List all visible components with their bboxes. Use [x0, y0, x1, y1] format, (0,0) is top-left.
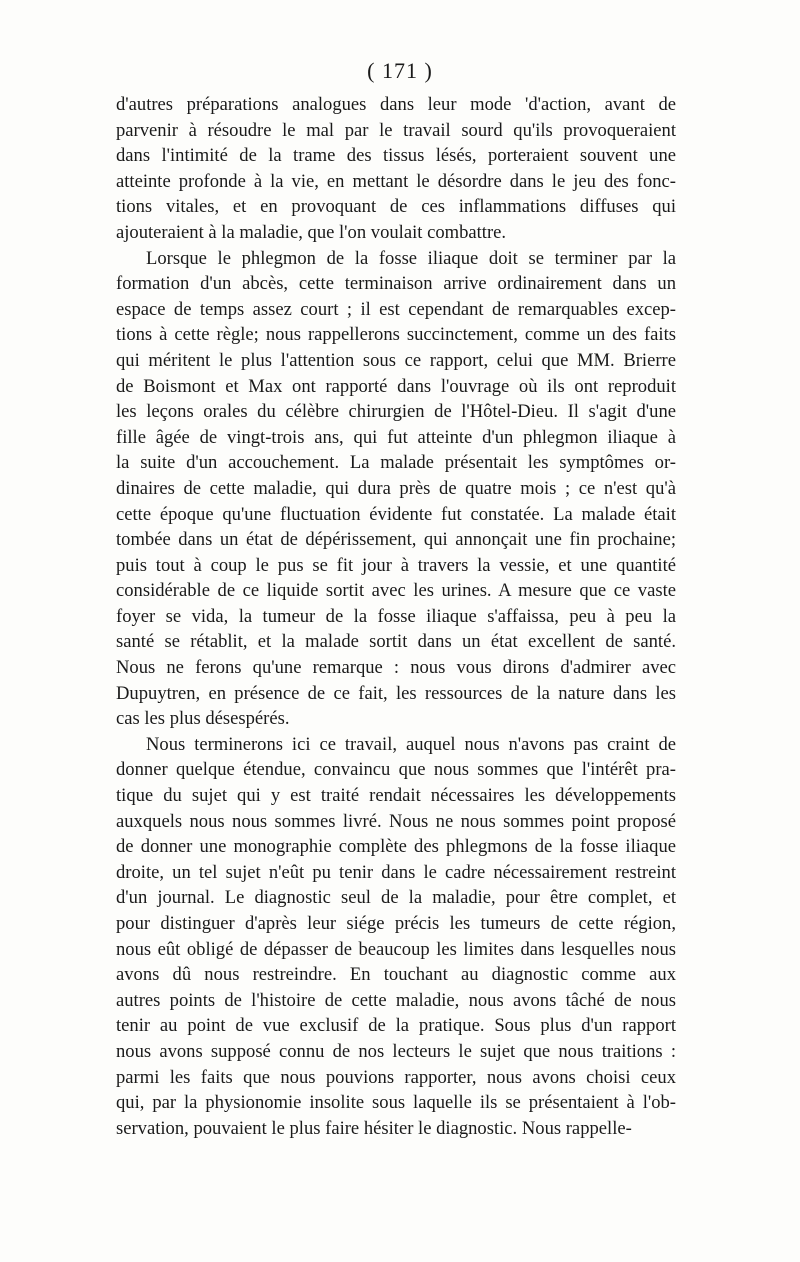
text-line: santé se rétablit, et la malade sortit dans un état excellent de santé. [116, 631, 676, 653]
text-line: Dupuytren, en présence de ce fait, les ressources de la nature dans les [116, 682, 676, 704]
text-line: nous avons supposé connu de nos lecteurs le sujet que nous traitions : [116, 1040, 676, 1062]
text-line: formation d'un abcès, cette terminaison arrive ordinairement dans un [116, 273, 676, 295]
text-line: atteinte profonde à la vie, en mettant le désordre dans le jeu des fonc- [116, 170, 676, 192]
text-line: d'autres préparations analogues dans leur mode 'd'action, avant de [116, 94, 676, 115]
text-line: de donner une monographie complète des phlegmons de la fosse iliaque [116, 836, 676, 858]
text-line: Nous terminerons ici ce travail, auquel nous n'avons pas craint de [146, 733, 676, 755]
text-line: donner quelque étendue, convaincu que nous sommes que l'intérêt pra- [116, 759, 676, 781]
text-line: espace de temps assez court ; il est cependant de remarquables excep- [116, 298, 676, 320]
text-line: considérable de ce liquide sortit avec les urines. A mesure que ce vaste [116, 580, 676, 602]
text-line: tenir au point de vue exclusif de la pratique. Sous plus d'un rapport [116, 1015, 676, 1037]
text-line: foyer se vida, la tumeur de la fosse iliaque s'affaissa, peu à peu la [116, 605, 676, 627]
text-line: parmi les faits que nous pouvions rapporter, nous avons choisi ceux [116, 1066, 676, 1088]
text-line: cas les plus désespérés. [116, 708, 290, 730]
text-line: puis tout à coup le pus se fit jour à travers la vessie, et une quantité [116, 554, 676, 576]
text-line: auxquels nous nous sommes livré. Nous ne nous sommes point proposé [116, 810, 676, 832]
text-line: droite, un tel sujet n'eût pu tenir dans le cadre nécessairement restreint [116, 861, 676, 883]
text-line: autres points de l'histoire de cette maladie, nous avons tâché de nous [116, 989, 676, 1011]
text-line: fille âgée de vingt-trois ans, qui fut atteinte d'un phlegmon iliaque à [116, 426, 676, 448]
text-line: qui méritent le plus l'attention sous ce rapport, celui que MM. Brierre [116, 349, 676, 371]
text-line: Lorsque le phlegmon de la fosse iliaque doit se terminer par la [146, 247, 676, 269]
text-line: tique du sujet qui y est traité rendait nécessaires les développements [116, 785, 676, 807]
text-line: dans l'intimité de la trame des tissus lésés, porteraient souvent une [116, 145, 676, 167]
text-line: d'un journal. Le diagnostic seul de la maladie, pour être complet, et [116, 887, 676, 909]
text-line: cette époque qu'une fluctuation évidente fut constatée. La malade était [116, 503, 676, 525]
paragraph [116, 246, 676, 732]
text-line: parvenir à résoudre le mal par le travail sourd qu'ils provoqueraient [116, 119, 676, 141]
text-line: dinaires de cette maladie, qui dura près de quatre mois ; ce n'est qu'à [116, 477, 676, 499]
text-line: ajouteraient à la maladie, que l'on voulait combattre. [116, 221, 507, 243]
text-line: qui, par la physionomie insolite sous laquelle ils se présentaient à l'ob- [116, 1092, 676, 1114]
text-line: tombée dans un état de dépérissement, qui annonçait une fin prochaine; [116, 529, 676, 551]
text-line: tions vitales, et en provoquant de ces inflammations diffuses qui [116, 196, 676, 218]
paragraph [116, 92, 676, 246]
text-line: servation, pouvaient le plus faire hésiter le diagnostic. Nous rappelle- [116, 1117, 632, 1139]
body-text [116, 92, 676, 1141]
text-line: les leçons orales du célèbre chirurgien de l'Hôtel-Dieu. Il s'agit d'une [116, 401, 676, 423]
text-line: avons dû nous restreindre. En touchant au diagnostic comme aux [116, 964, 676, 986]
text-line: Nous ne ferons qu'une remarque : nous vous dirons d'admirer avec [116, 657, 676, 679]
text-line: tions à cette règle; nous rappellerons succinctement, comme un des faits [116, 324, 676, 346]
page-number: ( 171 ) [367, 58, 433, 83]
text-line: pour distinguer d'après leur siége précis les tumeurs de cette région, [116, 913, 676, 934]
paragraph [116, 732, 676, 1142]
text-line: de Boismont et Max ont rapporté dans l'ouvrage où ils ont reproduit [116, 375, 676, 397]
text-line: la suite d'un accouchement. La malade présentait les symptômes or- [116, 452, 676, 474]
text-line: nous eût obligé de dépasser de beaucoup les limites dans lesquelles nous [116, 938, 676, 960]
